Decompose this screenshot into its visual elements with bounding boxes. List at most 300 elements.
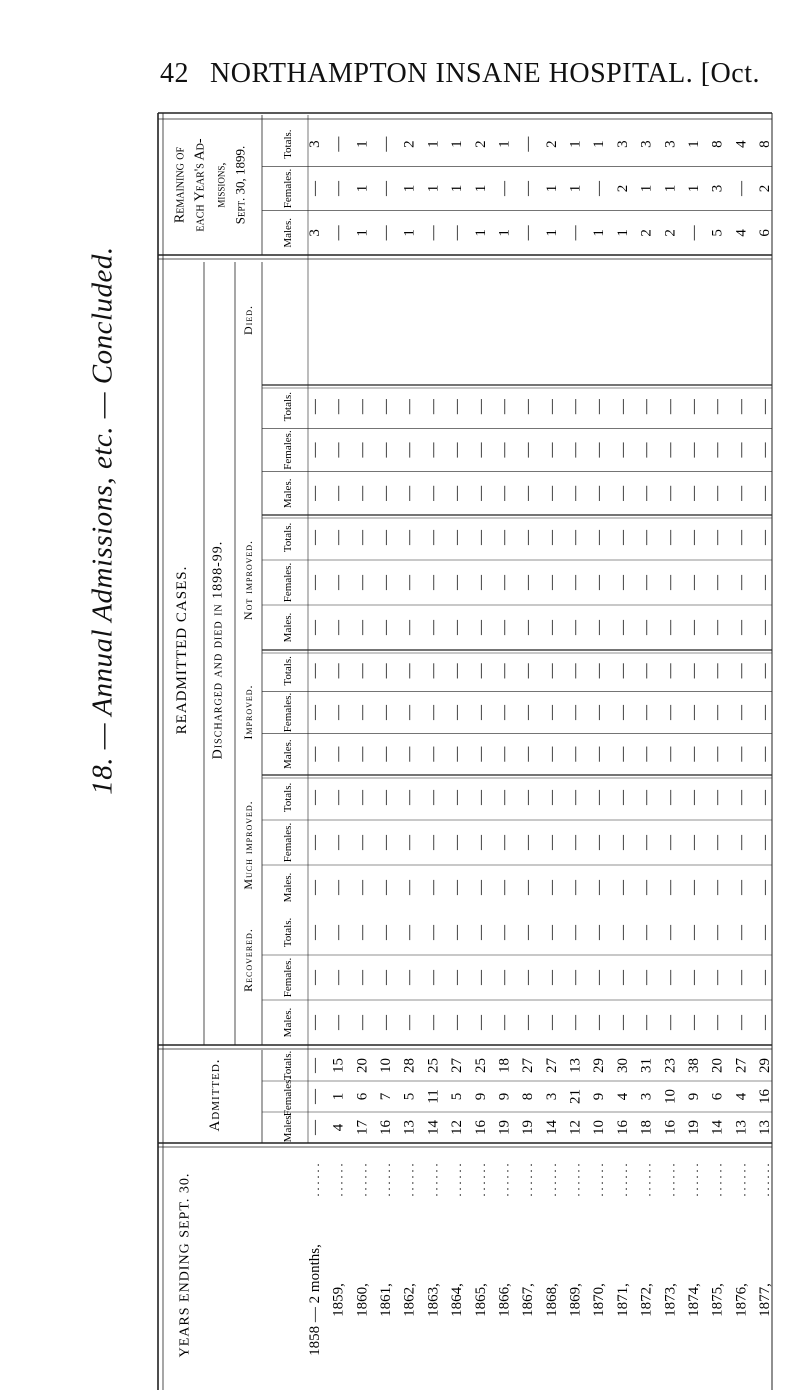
improved-females-cell: — (591, 705, 608, 720)
recovered-males-cell: — (520, 1015, 537, 1030)
died-totals-cell: — (378, 399, 395, 415)
recovered-totals-cell: — (662, 925, 679, 940)
improved-males-cell: — (472, 746, 489, 762)
leader-dots: . . . . . . (615, 1163, 630, 1197)
died-males-cell: — (354, 485, 371, 501)
much-improved-females-cell: — (662, 835, 679, 850)
admitted-females-cell: 9 (685, 1092, 702, 1101)
remaining-males-label: Males. (282, 218, 294, 248)
not-improved-totals-cell: — (614, 530, 631, 545)
much-improved-males-cell: — (662, 880, 679, 895)
not-improved-females-cell: — (449, 575, 466, 590)
remaining-females-cell: 1 (354, 184, 371, 193)
not-improved-males-label: Males. (282, 612, 294, 643)
admitted-totals-cell: 20 (709, 1058, 726, 1073)
died-totals-cell: — (307, 399, 323, 415)
remaining-females-cell: 1 (543, 184, 560, 193)
improved-females-cell: — (685, 705, 702, 720)
admitted-males-cell: 16 (662, 1120, 679, 1135)
much-improved-males-cell: — (354, 880, 371, 895)
died-males-cell: — (401, 485, 418, 501)
remaining-totals-cell: 1 (354, 140, 371, 148)
died-totals-cell: — (496, 399, 513, 415)
much-improved-females-cell: — (591, 835, 608, 850)
admitted-totals-cell: 13 (567, 1058, 584, 1073)
admitted-males-cell: 13 (757, 1120, 773, 1135)
leader-dots: . . . . . . (568, 1163, 583, 1197)
admitted-totals-cell: 29 (757, 1058, 773, 1073)
recovered-males-cell: — (543, 1015, 560, 1030)
recovered-totals-cell: — (472, 925, 489, 940)
admitted-totals-cell: 30 (614, 1058, 631, 1073)
leader-dots: . . . . . . (331, 1163, 346, 1197)
remaining-header: Remaining of (172, 146, 188, 224)
admitted-females-cell: 6 (709, 1092, 726, 1101)
much-improved-females-cell: — (425, 835, 442, 850)
remaining-males-cell: 2 (662, 229, 679, 237)
died-females-cell: — (638, 442, 655, 458)
not-improved-females-cell: — (662, 575, 679, 590)
admitted-males-cell: 16 (378, 1120, 395, 1135)
not-improved-females-cell: — (520, 575, 537, 590)
died-totals-cell: — (354, 399, 371, 415)
much-improved-males-cell: — (425, 880, 442, 895)
much-improved-females-cell: — (472, 835, 489, 850)
improved-totals-cell: — (378, 663, 395, 679)
leader-dots: . . . . . . (308, 1163, 322, 1197)
recovered-females-cell: — (354, 970, 371, 985)
remaining-males-cell: 1 (354, 229, 371, 237)
remaining-totals-cell: 3 (307, 140, 323, 148)
not-improved-males-cell: — (567, 620, 584, 635)
admitted-males-cell: — (307, 1120, 323, 1135)
much-improved-females-cell: — (685, 835, 702, 850)
admitted-totals-cell: 15 (330, 1058, 347, 1073)
recovered-females-cell: — (401, 970, 418, 985)
not-improved-males-cell: — (662, 620, 679, 635)
not-improved-males-cell: — (638, 620, 655, 635)
admitted-females-cell: 3 (638, 1092, 655, 1101)
not-improved-females-cell: — (330, 575, 347, 590)
much-improved-males-cell: — (496, 880, 513, 895)
recovered-females-cell: — (496, 970, 513, 985)
remaining-totals-cell: 3 (638, 140, 655, 148)
much-improved-females-cell: — (401, 835, 418, 850)
leader-dots: . . . . . . (473, 1163, 488, 1197)
not-improved-totals-cell: — (638, 530, 655, 545)
not-improved-females-cell: — (567, 575, 584, 590)
admitted-males-cell: 12 (567, 1120, 584, 1135)
year-label: 1868, (543, 1283, 560, 1317)
much-improved-totals-label: Totals. (282, 782, 294, 813)
recovered-females-cell: — (330, 970, 347, 985)
recovered-totals-cell: — (354, 925, 371, 940)
improved-males-cell: — (591, 746, 608, 762)
improved-females-cell: — (614, 705, 631, 720)
died-females-cell: — (614, 442, 631, 458)
improved-females-cell: — (378, 705, 395, 720)
leader-dots: . . . . . . (686, 1163, 701, 1197)
remaining-males-cell: 1 (591, 229, 608, 237)
remaining-males-cell: — (425, 225, 442, 241)
remaining-totals-label: Totals. (282, 129, 294, 159)
remaining-males-cell: 6 (757, 229, 773, 237)
leader-dots: . . . . . . (497, 1163, 512, 1197)
remaining-males-cell: — (449, 225, 466, 241)
much-improved-females-cell: — (378, 835, 395, 850)
remaining-males-cell: 1 (401, 229, 418, 237)
recovered-females-cell: — (520, 970, 537, 985)
died-females-cell: — (378, 442, 395, 458)
admitted-totals-cell: 29 (591, 1058, 608, 1073)
recovered-males-cell: — (401, 1015, 418, 1030)
died-totals-cell: — (567, 399, 584, 415)
much-improved-females-cell: — (543, 835, 560, 850)
improved-totals-cell: — (709, 663, 726, 679)
died-males-cell: — (307, 485, 323, 501)
admitted-males-cell: 19 (496, 1120, 513, 1135)
not-improved-totals-cell: — (543, 530, 560, 545)
improved-males-cell: — (354, 746, 371, 762)
not-improved-females-cell: — (354, 575, 371, 590)
leader-dots: . . . . . . (450, 1163, 465, 1197)
year-label: 1860, (354, 1283, 371, 1317)
year-label: 1865, (472, 1283, 489, 1317)
remaining-totals-cell: 2 (472, 140, 489, 148)
year-label: 1867, (520, 1283, 537, 1317)
remaining-females-cell: — (496, 181, 513, 196)
remaining-females-cell: 1 (449, 184, 466, 193)
admitted-females-cell: 5 (401, 1092, 418, 1101)
year-label: 1869, (567, 1283, 584, 1317)
recovered-totals-cell: — (543, 925, 560, 940)
recovered-females-cell: — (378, 970, 395, 985)
improved-totals-cell: — (520, 663, 537, 679)
much-improved-males-cell: — (378, 880, 395, 895)
table-title: 18. — Annual Admissions, etc. — Concluded. (86, 245, 119, 795)
improved-males-cell: — (709, 746, 726, 762)
remaining-totals-cell: 3 (662, 140, 679, 148)
recovered-females-cell: — (662, 970, 679, 985)
recovered-males-cell: — (685, 1015, 702, 1030)
recovered-males-cell: — (567, 1015, 584, 1030)
not-improved-females-cell: — (685, 575, 702, 590)
died-females-cell: — (733, 442, 750, 458)
died-females-cell: — (307, 442, 323, 458)
admitted-males-cell: 19 (685, 1120, 702, 1135)
group-much-improved: Much improved. (241, 800, 255, 890)
recovered-females-cell: — (733, 970, 750, 985)
admitted-females-cell: 1 (330, 1092, 347, 1101)
improved-females-cell: — (425, 705, 442, 720)
remaining-males-cell: 5 (709, 229, 726, 237)
recovered-totals-cell: — (425, 925, 442, 940)
recovered-females-cell: — (591, 970, 608, 985)
improved-totals-cell: — (757, 663, 773, 679)
remaining-males-cell: — (330, 225, 347, 241)
admitted-males-cell: 16 (614, 1120, 631, 1135)
group-recovered: Recovered. (241, 928, 255, 992)
recovered-females-cell: — (614, 970, 631, 985)
not-improved-totals-cell: — (733, 530, 750, 545)
recovered-females-cell: — (757, 970, 773, 985)
improved-females-label: Females. (282, 692, 294, 733)
improved-totals-cell: — (401, 663, 418, 679)
remaining-totals-cell: 4 (733, 140, 750, 148)
not-improved-totals-cell: — (685, 530, 702, 545)
died-males-cell: — (330, 485, 347, 501)
remaining-header: missions, (212, 162, 228, 208)
not-improved-males-cell: — (354, 620, 371, 635)
died-females-cell: — (449, 442, 466, 458)
improved-females-cell: — (354, 705, 371, 720)
year-label: 1864, (449, 1283, 466, 1317)
recovered-males-cell: — (307, 1015, 323, 1030)
died-males-label: Males. (282, 478, 294, 509)
improved-totals-cell: — (733, 663, 750, 679)
not-improved-males-cell: — (378, 620, 395, 635)
improved-females-cell: — (733, 705, 750, 720)
recovered-males-cell: — (757, 1015, 773, 1030)
recovered-females-cell: — (472, 970, 489, 985)
admitted-males-cell: 17 (354, 1120, 371, 1135)
recovered-females-label: Females. (282, 957, 294, 998)
not-improved-totals-cell: — (520, 530, 537, 545)
remaining-females-cell: 2 (757, 184, 773, 193)
year-label: 1876, (733, 1283, 750, 1317)
remaining-females-cell: 2 (614, 184, 631, 193)
remaining-males-cell: — (567, 225, 584, 241)
admitted-males-cell: 19 (520, 1120, 537, 1135)
improved-totals-cell: — (425, 663, 442, 679)
admitted-males-cell: 10 (591, 1120, 608, 1135)
not-improved-males-cell: — (496, 620, 513, 635)
not-improved-females-label: Females. (282, 562, 294, 603)
much-improved-totals-cell: — (496, 790, 513, 805)
recovered-males-cell: — (472, 1015, 489, 1030)
died-totals-cell: — (614, 399, 631, 415)
improved-males-cell: — (567, 746, 584, 762)
improved-totals-cell: — (591, 663, 608, 679)
not-improved-males-cell: — (425, 620, 442, 635)
not-improved-males-cell: — (709, 620, 726, 635)
recovered-totals-cell: — (520, 925, 537, 940)
improved-totals-cell: — (307, 663, 323, 679)
recovered-females-cell: — (543, 970, 560, 985)
recovered-totals-cell: — (330, 925, 347, 940)
not-improved-totals-cell: — (709, 530, 726, 545)
died-females-label: Females. (282, 430, 294, 470)
much-improved-totals-cell: — (425, 790, 442, 805)
admitted-females-cell: 21 (567, 1089, 584, 1104)
not-improved-males-cell: — (472, 620, 489, 635)
admitted-females-cell: 9 (591, 1092, 608, 1101)
remaining-totals-cell: — (330, 136, 347, 152)
died-males-cell: — (662, 485, 679, 501)
improved-males-cell: — (449, 746, 466, 762)
recovered-males-cell: — (378, 1015, 395, 1030)
recovered-males-cell: — (330, 1015, 347, 1030)
year-label: 1861, (378, 1283, 395, 1317)
leader-dots: . . . . . . (355, 1163, 370, 1197)
recovered-totals-label: Totals. (282, 917, 294, 948)
admitted-totals-cell: 10 (378, 1058, 395, 1073)
group-not-improved: Not improved. (241, 539, 255, 621)
remaining-females-cell: — (520, 181, 537, 196)
improved-males-cell: — (330, 746, 347, 762)
died-totals-cell: — (543, 399, 560, 415)
much-improved-males-cell: — (685, 880, 702, 895)
discharged-header: Discharged and died in 1898-99. (210, 540, 226, 760)
improved-females-cell: — (330, 705, 347, 720)
admitted-males-cell: 4 (330, 1123, 347, 1132)
admitted-totals-cell: 27 (733, 1058, 750, 1073)
remaining-totals-cell: 1 (591, 140, 608, 148)
not-improved-females-cell: — (733, 575, 750, 590)
not-improved-totals-cell: — (449, 530, 466, 545)
admitted-totals-cell: 23 (662, 1058, 679, 1073)
much-improved-totals-cell: — (543, 790, 560, 805)
leader-dots: . . . . . . (758, 1163, 772, 1197)
much-improved-females-cell: — (307, 835, 323, 850)
much-improved-totals-cell: — (378, 790, 395, 805)
not-improved-males-cell: — (401, 620, 418, 635)
much-improved-females-cell: — (567, 835, 584, 850)
died-males-cell: — (638, 485, 655, 501)
not-improved-totals-cell: — (330, 530, 347, 545)
not-improved-females-cell: — (472, 575, 489, 590)
recovered-males-cell: — (614, 1015, 631, 1030)
improved-totals-cell: — (449, 663, 466, 679)
died-females-cell: — (685, 442, 702, 458)
not-improved-totals-label: Totals. (282, 522, 294, 553)
not-improved-males-cell: — (757, 620, 773, 635)
page-number: 42 (160, 58, 189, 89)
recovered-totals-cell: — (614, 925, 631, 940)
improved-females-cell: — (307, 705, 323, 720)
not-improved-females-cell: — (307, 575, 323, 590)
not-improved-males-cell: — (733, 620, 750, 635)
much-improved-females-label: Females. (282, 822, 294, 863)
much-improved-males-cell: — (401, 880, 418, 895)
not-improved-females-cell: — (496, 575, 513, 590)
remaining-females-cell: — (330, 181, 347, 196)
admitted-totals-cell: 20 (354, 1058, 371, 1073)
admitted-females-cell: 9 (496, 1092, 513, 1101)
died-totals-label: Totals. (282, 391, 294, 422)
much-improved-males-cell: — (520, 880, 537, 895)
remaining-males-cell: — (520, 225, 537, 241)
remaining-totals-cell: 2 (543, 140, 560, 148)
recovered-totals-cell: — (733, 925, 750, 940)
remaining-males-cell: 1 (472, 229, 489, 237)
remaining-totals-cell: — (520, 136, 537, 152)
improved-males-cell: — (307, 746, 323, 762)
recovered-totals-cell: — (757, 925, 773, 940)
year-label: 1870, (591, 1283, 608, 1317)
not-improved-females-cell: — (401, 575, 418, 590)
remaining-males-cell: 4 (733, 229, 750, 237)
died-males-cell: — (449, 485, 466, 501)
died-females-cell: — (591, 442, 608, 458)
remaining-females-cell: 1 (472, 184, 489, 193)
improved-males-cell: — (662, 746, 679, 762)
improved-males-label: Males. (282, 739, 294, 769)
improved-females-cell: — (662, 705, 679, 720)
much-improved-females-cell: — (709, 835, 726, 850)
much-improved-males-cell: — (757, 880, 773, 895)
much-improved-totals-cell: — (685, 790, 702, 805)
leader-dots: . . . . . . (379, 1163, 394, 1197)
died-males-cell: — (425, 485, 442, 501)
recovered-totals-cell: — (401, 925, 418, 940)
remaining-females-cell: 1 (685, 184, 702, 193)
died-females-cell: — (520, 442, 537, 458)
not-improved-females-cell: — (378, 575, 395, 590)
much-improved-females-cell: — (496, 835, 513, 850)
header-date: [Oct. (700, 58, 760, 89)
improved-males-cell: — (543, 746, 560, 762)
admitted-females-cell: 4 (614, 1092, 631, 1101)
improved-totals-cell: — (638, 663, 655, 679)
much-improved-females-cell: — (330, 835, 347, 850)
recovered-totals-cell: — (496, 925, 513, 940)
died-totals-cell: — (638, 399, 655, 415)
year-label: 1863, (425, 1283, 442, 1317)
much-improved-females-cell: — (757, 835, 773, 850)
died-males-cell: — (709, 485, 726, 501)
remaining-males-cell: — (378, 225, 395, 241)
improved-females-cell: — (496, 705, 513, 720)
died-males-cell: — (472, 485, 489, 501)
not-improved-males-cell: — (685, 620, 702, 635)
not-improved-totals-cell: — (425, 530, 442, 545)
improved-males-cell: — (638, 746, 655, 762)
much-improved-females-cell: — (520, 835, 537, 850)
improved-females-cell: — (401, 705, 418, 720)
died-totals-cell: — (330, 399, 347, 415)
improved-males-cell: — (685, 746, 702, 762)
not-improved-females-cell: — (425, 575, 442, 590)
not-improved-males-cell: — (307, 620, 323, 635)
recovered-totals-cell: — (378, 925, 395, 940)
not-improved-totals-cell: — (662, 530, 679, 545)
died-males-cell: — (733, 485, 750, 501)
much-improved-totals-cell: — (401, 790, 418, 805)
recovered-females-cell: — (709, 970, 726, 985)
much-improved-males-cell: — (330, 880, 347, 895)
year-label: 1859, (330, 1283, 347, 1317)
year-label: 1871, (614, 1283, 631, 1317)
admitted-totals-cell: 18 (496, 1058, 513, 1073)
died-males-cell: — (496, 485, 513, 501)
improved-totals-cell: — (472, 663, 489, 679)
improved-males-cell: — (401, 746, 418, 762)
remaining-males-cell: 1 (614, 229, 631, 237)
improved-males-cell: — (378, 746, 395, 762)
died-males-cell: — (378, 485, 395, 501)
leader-dots: . . . . . . (639, 1163, 654, 1197)
group-improved: Improved. (241, 684, 255, 740)
admitted-females-cell: 5 (449, 1092, 466, 1101)
died-males-cell: — (567, 485, 584, 501)
recovered-females-cell: — (449, 970, 466, 985)
improved-totals-cell: — (567, 663, 584, 679)
died-females-cell: — (354, 442, 371, 458)
improved-totals-cell: — (496, 663, 513, 679)
remaining-totals-cell: 3 (614, 140, 631, 148)
died-totals-cell: — (685, 399, 702, 415)
